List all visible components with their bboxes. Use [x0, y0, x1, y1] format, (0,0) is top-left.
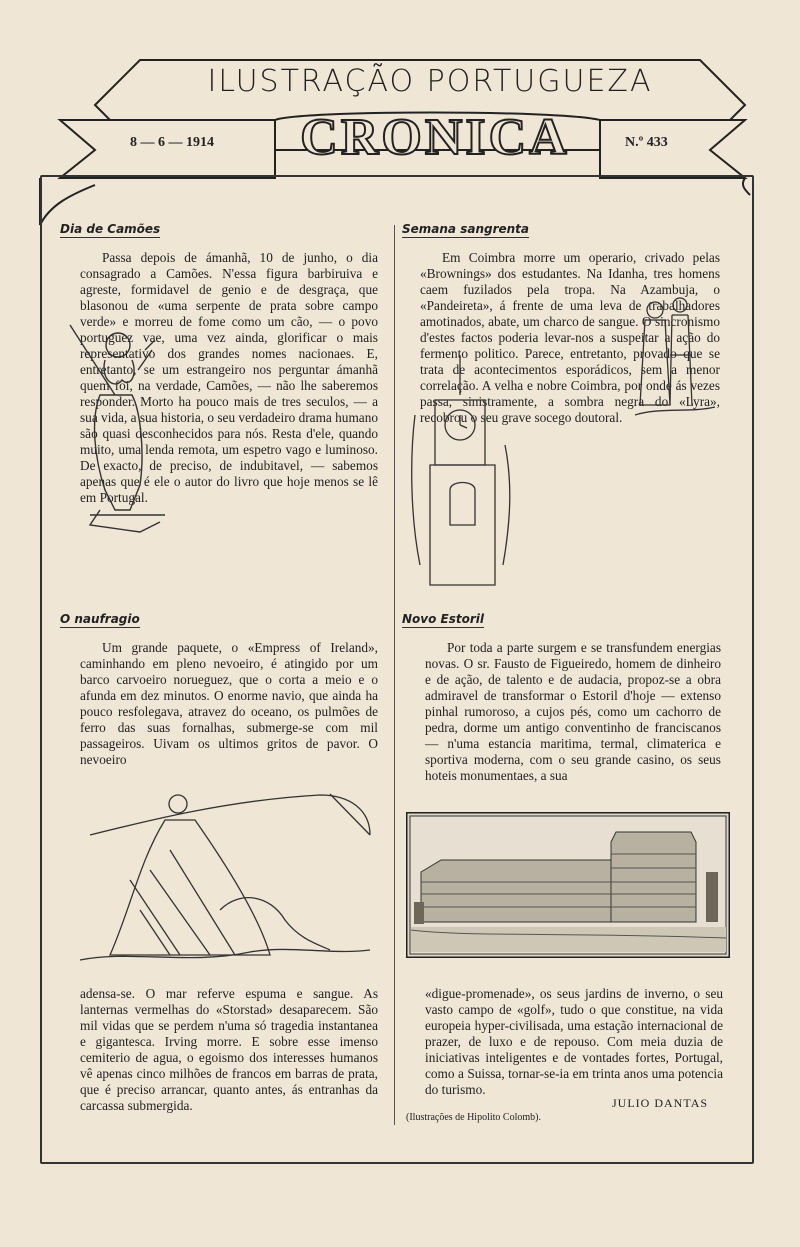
hotel-photo — [406, 812, 730, 958]
article-naufragio-bottom — [80, 986, 378, 1114]
author-signature: JULIO DANTAS — [612, 1096, 709, 1110]
article-naufragio-text-bottom: adensa-se. O mar referve espuma e sangue. As lanternas vermelhas do «Storstad» desaparecem. São mil vidas que se perdem n'uma só tragedia instantanea e gigantesca. Irving morre. E sobre esse imenso cemiterio de agua, o egoismo dos interesses humanos vê apenas cinco milhões de francos em barras de prata, que é preciso arrancar, quanto antes, ás entranhas da carcassa submergida. — [80, 986, 378, 1113]
article-estoril-bottom — [425, 986, 723, 1098]
heading-naufragio: O naufragio — [60, 612, 140, 626]
heading-camoes: Dia de Camões — [60, 222, 161, 236]
article-semana-text: Em Coimbra morre um operario, crivado pelas «Brownings» dos estudantes. Na Idanha, tres homens caem fuzilados pela tropa. Na Azambuja, o «Pandeireta», á frente de uma leva de trabalhadores amotinados, abate, um charco de sangue. O sincronismo d'estes factos poderia levar-nos a suspeitar a ação do fermento politico. Parece, entretanto, provado que se trata de acontecimentos esporádicos, sem a menor correlação. A velha e nobre Coimbra, por onde ás vezes passa, sinistramente, a sombra negra do «Lyra», recobrou o seu grave socego doutoral. — [420, 250, 720, 425]
issue-number: N.º 433 — [625, 135, 668, 150]
shipwreck-illustration — [70, 780, 380, 980]
issue-date: 8 — 6 — 1914 — [130, 135, 214, 150]
clock-tower-illustration — [405, 355, 515, 590]
article-naufragio-top — [80, 640, 378, 768]
article-estoril-top — [425, 640, 721, 784]
masthead-section: CRONICA — [300, 109, 570, 166]
couple-illustration — [630, 295, 720, 425]
article-camoes-text: Passa depois de ámanhã, 10 de junho, o dia consagrado a Camões. N'essa figura barbiruiva e agreste, formidavel de genio e de desgraça, que blasonou de «uma serpente de prata sobre campo verde» e morreu de fome como um cão, — o povo portuguez vae, uma vez ainda, glorificar o mais representativo dos grandes nomes nacionaes. E, entretanto, se um estrangeiro nos perguntar ámanhã quem foi, na verdade, Camões, — não lhe saberemos responder. Morto ha pouco mais de tres seculos, — a sua vida, a sua historia, o seu verdadeiro drama humano são quasi desconhecidos para nós. Resta d'ele, quando muito, uma lenda remota, um espetro vago e luminoso. De exacto, de preciso, de indubitavel, — sabemos apenas que é ele o autor do livro que hoje menos se lê em Portugal. — [80, 250, 378, 505]
column-divider — [394, 225, 395, 1125]
heading-semana: Semana sangrenta — [402, 222, 530, 236]
article-estoril-text-bottom: «digue-promenade», os seus jardins de inverno, o seu vasto campo de «golf», tudo o que constitue, na vida europeia hyper-civilisada, uma estação internacional de prazer, de luxo e de repouso. Com meia duzia de iniciativas inteligentes e de vontades fortes, Portugal, como a Suissa, tornar-se-ia em trinta anos uma potencia do turismo. — [425, 986, 723, 1097]
article-naufragio-text-top: Um grande paquete, o «Empress of Ireland», caminhando em pleno nevoeiro, é atingido por um barco carvoeiro norueguez, que o corta a meio e o afunda em dez minutos. O enorme navio, que ainda ha pouco resfolegava, atravez do oceano, os pulmões de ferro das suas fornalhas, submerge-se com mil passageiros. Uivam os ultimos gritos de pavor. O nevoeiro — [80, 640, 378, 767]
article-estoril-text-top: Por toda a parte surgem e se transfundem energias novas. O sr. Fausto de Figueiredo, homem de dinheiro e de ação, de talento e de audacia, propoz-se a obra admiravel de transformar o Estoril d'hoje — extenso pinhal rumoroso, a cujos pés, como um cachorro de pedra, dorme um antigo conventinho de franciscanos — n'uma estancia maritima, termal, climaterica e sportiva moderna, com o seu grande casino, os seus hoteis monumentaes, a sua — [425, 640, 721, 783]
heading-estoril: Novo Estoril — [402, 612, 484, 626]
camoes-illustration — [60, 310, 165, 540]
illustration-credit: (Ilustrações de Hipolito Colomb). — [406, 1112, 541, 1123]
masthead-title: ILUSTRAÇÃO PORTUGUEZA — [207, 64, 653, 99]
